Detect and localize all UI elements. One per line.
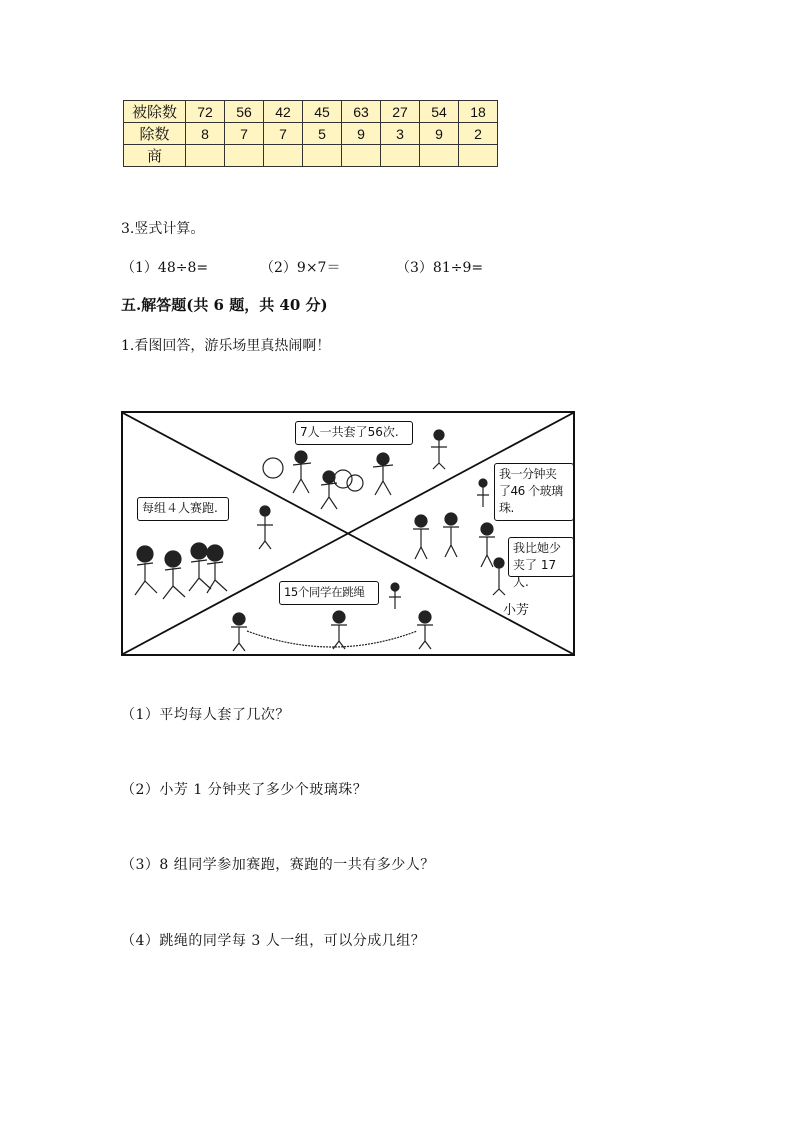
dividend-cell: 27 bbox=[381, 101, 420, 123]
running-bubble bbox=[137, 497, 229, 521]
dividend-cell: 56 bbox=[225, 101, 264, 123]
divisor-row bbox=[124, 123, 498, 145]
dividend-cell: 54 bbox=[420, 101, 459, 123]
section5-title: 五.解答题(共 6 题，共 40 分) bbox=[121, 296, 328, 314]
beads-bubble-line: 珠. bbox=[499, 501, 514, 515]
jump-rope-bubble bbox=[279, 581, 379, 605]
jump-rope-bubble-text: 15个同学在跳绳 bbox=[284, 585, 365, 599]
section3-title: 3.竖式计算。 bbox=[121, 221, 205, 237]
question-4: （4）跳绳的同学每 3 人一组，可以分成几组？ bbox=[121, 933, 426, 949]
question-1: （1）平均每人套了几次？ bbox=[121, 707, 290, 723]
divisor-cell: 3 bbox=[381, 123, 420, 145]
quotient-cell[interactable] bbox=[225, 145, 264, 167]
less-beads-bubble bbox=[508, 537, 574, 589]
dividend-cell: 72 bbox=[186, 101, 225, 123]
row-label-dividend: 被除数 bbox=[124, 101, 186, 123]
calc-item-1: （1）48÷8= bbox=[121, 260, 209, 276]
divisor-cell: 5 bbox=[303, 123, 342, 145]
divisor-cell: 9 bbox=[420, 123, 459, 145]
division-table bbox=[123, 100, 498, 167]
quotient-cell[interactable] bbox=[264, 145, 303, 167]
quotient-cell[interactable] bbox=[186, 145, 225, 167]
quotient-row bbox=[124, 145, 498, 167]
dividend-row bbox=[124, 101, 498, 123]
less-beads-bubble-line: 我比她少 bbox=[513, 541, 562, 555]
bead-kids-illustration bbox=[413, 479, 505, 595]
beads-bubble-line: 了46 个玻璃 bbox=[499, 484, 563, 498]
calc-item-3: （3）81÷9= bbox=[396, 260, 484, 276]
beads-bubble-line: 我一分钟夹 bbox=[499, 467, 557, 481]
amusement-park-picture bbox=[121, 411, 575, 656]
xiaofang-label: 小芳 bbox=[503, 603, 530, 618]
divisor-cell: 7 bbox=[225, 123, 264, 145]
running-bubble-text: 每组４人赛跑. bbox=[142, 501, 218, 515]
question1-title: 1.看图回答，游乐场里真热闹啊！ bbox=[121, 338, 331, 354]
row-label-divisor: 除数 bbox=[124, 123, 186, 145]
less-beads-bubble-line: 夹了 17人. bbox=[513, 558, 557, 589]
divisor-cell: 2 bbox=[459, 123, 498, 145]
quotient-cell[interactable] bbox=[459, 145, 498, 167]
calc-item-2: （2）9×7＝ bbox=[260, 260, 341, 276]
dividend-cell: 63 bbox=[342, 101, 381, 123]
dividend-cell: 45 bbox=[303, 101, 342, 123]
dividend-cell: 18 bbox=[459, 101, 498, 123]
divisor-cell: 7 bbox=[264, 123, 303, 145]
quotient-cell[interactable] bbox=[420, 145, 459, 167]
divisor-cell: 9 bbox=[342, 123, 381, 145]
ring-toss-bubble bbox=[295, 421, 413, 445]
dividend-cell: 42 bbox=[264, 101, 303, 123]
question-2: （2）小芳 1 分钟夹了多少个玻璃珠？ bbox=[121, 782, 368, 798]
ring-toss-bubble-text: 7人一共套了56次. bbox=[300, 425, 399, 439]
quotient-cell[interactable] bbox=[342, 145, 381, 167]
quotient-cell[interactable] bbox=[381, 145, 420, 167]
row-label-quotient: 商 bbox=[124, 145, 186, 167]
beads-bubble bbox=[494, 463, 574, 521]
question-3: （3）8 组同学参加赛跑，赛跑的一共有多少人？ bbox=[121, 857, 435, 873]
divisor-cell: 8 bbox=[186, 123, 225, 145]
quotient-cell[interactable] bbox=[303, 145, 342, 167]
